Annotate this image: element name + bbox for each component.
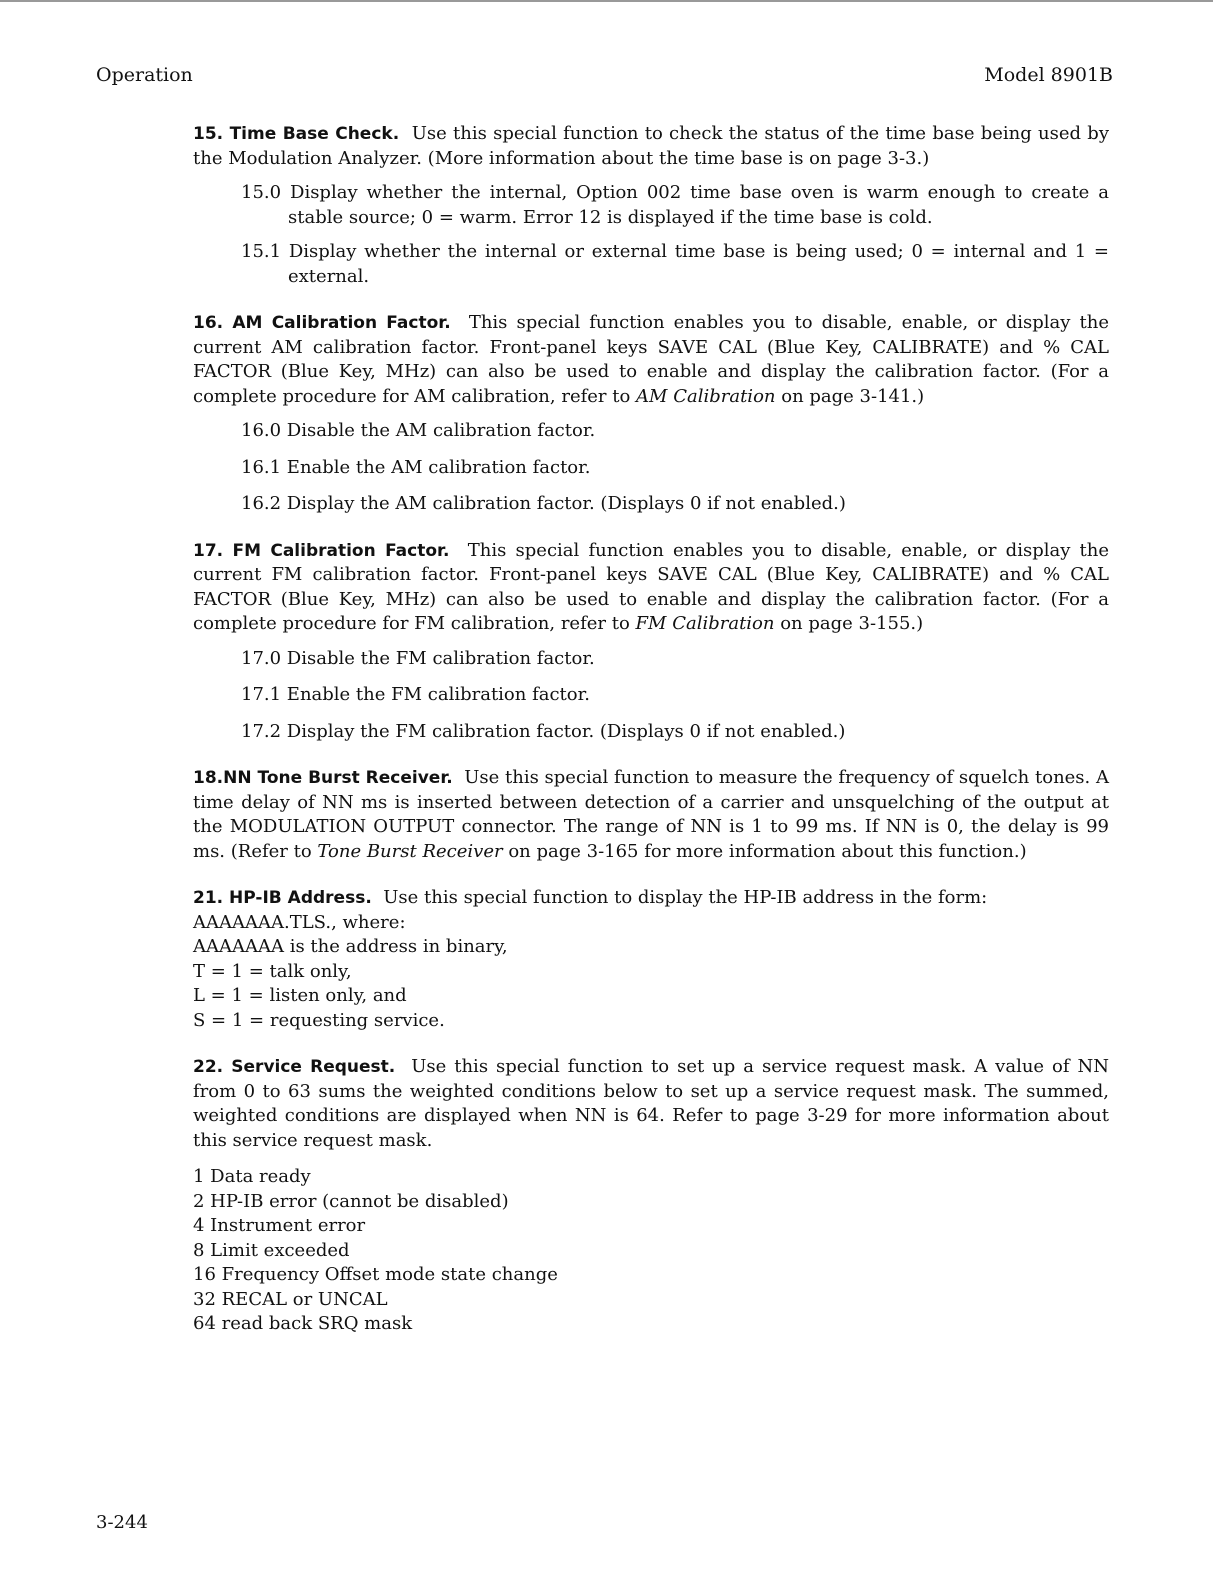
section-17-tail: on page 3-155.) xyxy=(780,613,924,634)
address-line: L = 1 = listen only, and xyxy=(193,985,407,1006)
srq-condition: 1 Data ready xyxy=(193,1166,311,1187)
section-15-heading: 15. Time Base Check. xyxy=(193,124,400,144)
section-17-items xyxy=(193,647,1109,745)
section-22 xyxy=(193,1055,1109,1337)
srq-condition: 2 HP-IB error (cannot be disabled) xyxy=(193,1190,509,1212)
section-18 xyxy=(193,766,1109,864)
srq-condition: 8 Limit exceeded xyxy=(193,1239,350,1261)
section-17-heading: 17. FM Calibration Factor. xyxy=(193,540,450,561)
section-17-item: 17.1 Enable the FM calibration factor. xyxy=(241,684,590,705)
address-line: T = 1 = talk only, xyxy=(193,960,352,982)
srq-condition: 32 RECAL or UNCAL xyxy=(193,1288,388,1310)
top-border xyxy=(0,0,1213,2)
section-16-item: 16.2 Display the AM calibration factor. (Displays 0 if not enabled.) xyxy=(241,493,846,514)
section-22-text: Use this special function to set up a service request mask. A value of NN from 0 to 63 sums the weighted conditions below to set up a service request mask. The summed, weighted conditions are displayed when NN is 64. Refer to page 3-29 for more information about this service request mask. xyxy=(193,1056,1110,1151)
section-17 xyxy=(193,539,1109,745)
section-17-intro xyxy=(193,539,1109,637)
header-section-title: Operation xyxy=(96,64,193,86)
section-21-text: Use this special function to display the HP-IB address in the form: xyxy=(383,887,988,908)
section-15-text: Use this special function to check the status of the time base being used by the Modulation Analyzer. (More information about the time base is on page 3-3.) xyxy=(193,123,1109,169)
section-21-heading: 21. HP-IB Address. xyxy=(193,888,372,908)
section-22-heading: 22. Service Request. xyxy=(193,1057,396,1077)
page-number: 3-244 xyxy=(96,1512,148,1533)
section-16-tail: on page 3-141.) xyxy=(781,385,925,407)
section-22-intro xyxy=(193,1055,1109,1153)
section-17-ref: FM Calibration xyxy=(635,613,775,634)
section-18-heading: 18.NN Tone Burst Receiver. xyxy=(193,768,453,788)
section-15 xyxy=(193,122,1109,289)
section-17-item: 17.0 Disable the FM calibration factor. xyxy=(241,647,595,669)
srq-condition: 16 Frequency Offset mode state change xyxy=(193,1264,558,1285)
section-18-text: Use this special function to measure the frequency of squelch tones. A time delay of NN ms is inserted between detection of a carrier and unsquelching of the output at the MODULATION OUTPUT connector. The range of NN is 1 to 99 ms. If NN is 0, the delay is 99 ms. (Refer to xyxy=(193,767,1109,862)
content xyxy=(193,122,1109,1359)
section-16-heading: 16. AM Calibration Factor. xyxy=(193,313,451,333)
section-16 xyxy=(193,311,1109,517)
section-21-intro xyxy=(193,886,1109,911)
srq-condition: 64 read back SRQ mask xyxy=(193,1313,413,1334)
header-model: Model 8901B xyxy=(984,64,1113,86)
srq-condition-list xyxy=(193,1165,1109,1337)
section-16-ref: AM Calibration xyxy=(636,385,776,407)
section-18-intro xyxy=(193,766,1109,864)
section-15-item: 15.1 Display whether the internal or external time base is being used; 0 = internal and 1 = external. xyxy=(241,241,1109,287)
section-18-tail: on page 3-165 for more information about this function.) xyxy=(508,840,1027,862)
srq-condition: 4 Instrument error xyxy=(193,1215,366,1236)
section-18-ref: Tone Burst Receiver xyxy=(317,840,503,862)
section-16-text: This special function enables you to disable, enable, or display the current AM calibration factor. Front-panel keys SAVE CAL (Blue Key, CALIBRATE) and % CAL FACTOR (Blue Key, MHz) can also be used to enable and display the calibration factor. (For a complete procedure for AM calibration, refer to xyxy=(193,312,1109,407)
section-16-item: 16.1 Enable the AM calibration factor. xyxy=(241,456,591,478)
section-16-intro xyxy=(193,311,1109,409)
section-16-item: 16.0 Disable the AM calibration factor. xyxy=(241,420,596,441)
address-line: S = 1 = requesting service. xyxy=(193,1009,445,1031)
address-line: AAAAAAA.TLS., where: xyxy=(193,911,406,933)
section-16-items xyxy=(193,419,1109,517)
section-17-text: This special function enables you to disable, enable, or display the current FM calibration factor. Front-panel keys SAVE CAL (Blue Key, CALIBRATE) and % CAL FACTOR (Blue Key, MHz) can also be used to enable and display the calibration factor. (For a complete procedure for FM calibration, refer to xyxy=(193,539,1110,634)
section-15-item: 15.0 Display whether the internal, Option 002 time base oven is warm enough to create a stable source; 0 = warm. Error 12 is displayed if the time base is cold. xyxy=(241,182,1109,228)
section-21 xyxy=(193,886,1109,1033)
address-line: AAAAAAA is the address in binary, xyxy=(193,936,508,957)
section-17-item: 17.2 Display the FM calibration factor. (Displays 0 if not enabled.) xyxy=(241,720,846,742)
section-15-intro xyxy=(193,122,1109,171)
